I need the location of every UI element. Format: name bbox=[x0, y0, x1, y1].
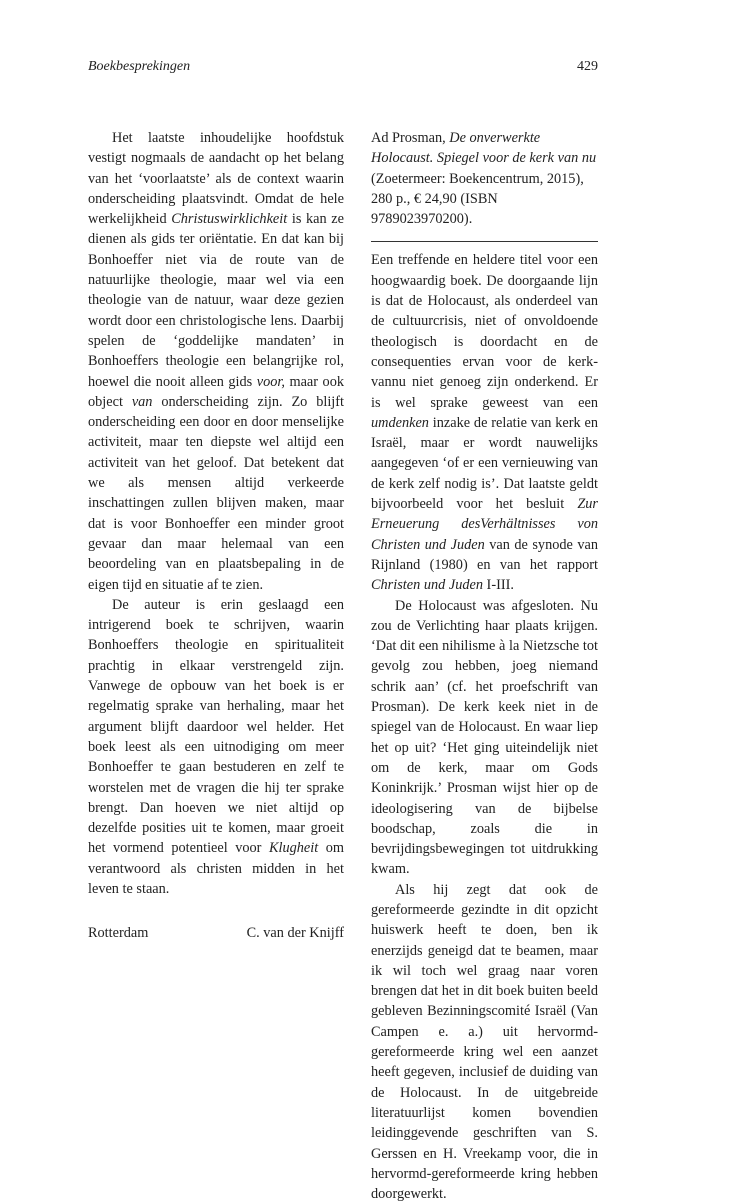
page-number: 429 bbox=[577, 59, 598, 74]
paragraph-introduction: Een treffende en heldere titel voor een hoogwaardig boek. De doorgaande lijn is dat de Holocaust, als onderdeel van de cultuurcrisis, niet of onvoldoende theologisch is doordacht en de consequenties ervan voor de kerk-vannu niet genoeg zijn onderkend. Er is wel sprake geweest van een umdenken inzake de relatie van kerk en Israël, maar er wordt nauwelijks aangegeven ‘of er een vernieuwing van de kerk zelf nodig is’. Dat laatste geldt bijvoorbeeld voor het besluit Zur Erneuerung desVerhältnisses von Christen und Juden van de synode van Rijnland (1980) en van het rapport Christen und Juden I-III. bbox=[371, 252, 598, 594]
left-column bbox=[88, 128, 344, 944]
paragraph-holocaust: De Holocaust was afgesloten. Nu zou de Verlichting haar plaats krijgen. ‘Dat dit een nihilisme à la Nietzsche tot gevolg zou hebben, joeg niemand schrik aan’ (cf. het proefschrift van Prosman). De kerk keek niet in de spiegel van de Holocaust. En waar liep het op uit? ‘Het ging uiteindelijk niet om de kerk, maar om Gods Koninkrijk.’ Prosman wijst hier op de ideologisering van de bijbelse boodschap, zoals die in bevrijdingsbewegingen tot uitdrukking kwam. bbox=[371, 597, 598, 878]
signature-place: Rotterdam bbox=[88, 925, 149, 942]
paragraph-gereformeerde-gezindte: Als hij zegt dat ook de gereformeerde gezindte in dit opzicht huiswerk heeft te doen, ben ik enerzijds geneigd dat te beamen, maar ik wil toch wel graag naar voren brengen dat het in dit boek buiten beeld gebleven Bezinningscomité Israël (Van Campen e. a.) uit hervormd-gereformeerde kring wel een aanzet heeft gegeven, inclusief de duiding van de Holocaust. In de uitgebreide literatuurlijst komen bovendien leidinggevende geschriften van S. Gerssen en H. Vreekamp voor, die in hervormd-gereformeerde kring hebben doorgewerkt. bbox=[371, 881, 598, 1203]
book-citation: Ad Prosman, De onverwerkte Holocaust. Spiegel voor de kerk van nu (Zoetermeer: Boekencentrum, 2015), 280 p., € 24,90 (ISBN 9789023970200). bbox=[371, 130, 597, 228]
paragraph-evaluation: De auteur is erin geslaagd een intrigerend boek te schrijven, waarin Bonhoeffers theologie en spiritualiteit prachtig in elkaar verstrengeld zijn. Vanwege de opbouw van het boek is er regelmatig sprake van herhaling, maar het argument blijft daardoor wel helder. Het boek leest als een uitnodiging om meer Bonhoeffer te gaan bestuderen en zelf te worstelen met de vragen die hij ter sprake brengt. Dan hoeven we niet altijd op dezelfde posities uit te komen, maar groeit het vormend potentieel voor Klugheit om verantwoord als christen midden in het leven te staan. bbox=[88, 596, 344, 897]
citation-divider bbox=[371, 241, 598, 242]
paragraph-closing-chapter: Het laatste inhoudelijke hoofdstuk vestigt nogmaals de aandacht op het belang van het ‘voorlaatste’ als de context waarin onderscheiding plaatsvindt. Omdat de hele werkelijkheid Christuswirklichkeit is kan ze dienen als gids ter oriëntatie. En dat kan bij Bonhoeffer niet via de route van de natuurlijke theologie, maar wel via een theologie van de natuur, waar deze gezien wordt door een christologische lens. Daarbij spelen de ‘goddelijke mandaten’ in Bonhoeffers theologie een belangrijke rol, hoewel die nooit alleen gids voor, maar ook object van onderscheiding zijn. Zo blijft onderscheiding een door en door menselijke activiteit, maar ten diepste wel altijd een activiteit van het geloof. Dat betekent dat we als mensen altijd verkeerde inschattingen zullen blijven maken, maar dat is voor Bonhoeffer een minder groot gevaar dan maar helemaal van een beoordeling van en plaatsbepaling in de eigen tijd en situatie af te zien. bbox=[88, 130, 344, 593]
running-title: Boekbesprekingen bbox=[88, 59, 191, 74]
signature-author: C. van der Knijff bbox=[246, 925, 344, 942]
right-column bbox=[371, 128, 598, 1204]
review-signature bbox=[88, 923, 344, 943]
